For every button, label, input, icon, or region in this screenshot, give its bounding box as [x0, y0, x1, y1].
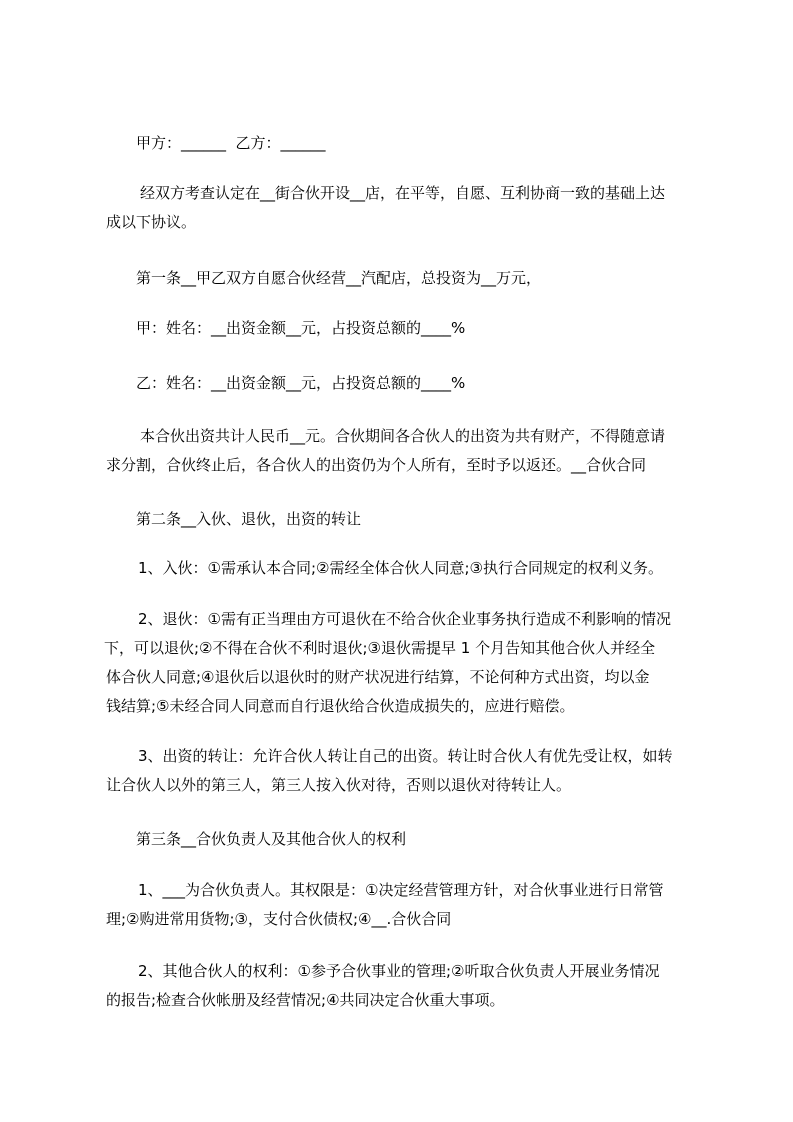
party-b-investment-line: 乙：姓名：__出资金额__元，占投资总额的____%: [136, 374, 466, 392]
party-a-investment-line: 甲：姓名：__出资金额__元，占投资总额的____%: [136, 319, 466, 337]
partner-rights-line-2: 的报告;检查合伙帐册及经营情况;④共同决定合伙重大事项。: [106, 991, 505, 1009]
intro-paragraph-line-2: 成以下协议。: [106, 213, 197, 231]
article-one-heading: 第一条__甲乙双方自愿合伙经营__汽配店，总投资为__万元，: [136, 269, 542, 287]
withdrawal-clause-line-4: 钱结算;⑤未经合同人同意而自行退伙给合伙造成损失的，应进行赔偿。: [106, 697, 575, 715]
manager-clause-line-1: 1、___为合伙负责人。其权限是：①决定经营管理方针，对合伙事业进行日常管: [138, 881, 664, 899]
party-line: 甲方：______ 乙方：______: [136, 134, 326, 152]
withdrawal-clause-line-3: 体合伙人同意;④退伙后以退伙时的财产状况进行结算，不论何种方式出资，均以金: [106, 668, 650, 686]
capital-paragraph-line-2: 求分割，合伙终止后，各合伙人的出资仍为个人所有，至时予以返还。__合伙合同: [106, 456, 647, 474]
article-three-heading: 第三条__合伙负责人及其他合伙人的权利: [136, 830, 407, 848]
transfer-clause-line-1: 3、出资的转让：允许合伙人转让自己的出资。转让时合伙人有优先受让权，如转: [138, 747, 673, 765]
withdrawal-clause-line-2: 下，可以退伙;②不得在合伙不利时退伙;③退伙需提早 1 个月告知其他合伙人并经全: [104, 639, 656, 657]
withdrawal-clause-line-1: 2、退伙：①需有正当理由方可退伙在不给合伙企业事务执行造成不利影响的情况: [138, 610, 671, 628]
partner-rights-line-1: 2、其他合伙人的权利：①参予合伙事业的管理;②听取合伙负责人开展业务情况: [138, 962, 660, 980]
intro-paragraph-line-1: 经双方考查认定在__街合伙开设__店，在平等，自愿、互利协商一致的基础上达: [140, 184, 666, 202]
article-two-heading: 第二条__入伙、退伙，出资的转让: [136, 510, 362, 528]
capital-paragraph-line-1: 本合伙出资共计人民币__元。合伙期间各合伙人的出资为共有财产，不得随意请: [140, 427, 666, 445]
transfer-clause-line-2: 让合伙人以外的第三人，第三人按入伙对待，否则以退伙对待转让人。: [106, 776, 572, 794]
manager-clause-line-2: 理;②购进常用货物;③，支付合伙债权;④__.合伙合同: [106, 910, 452, 928]
joining-clause: 1、入伙：①需承认本合同;②需经全体合伙人同意;③执行合同规定的权利义务。: [138, 559, 663, 577]
